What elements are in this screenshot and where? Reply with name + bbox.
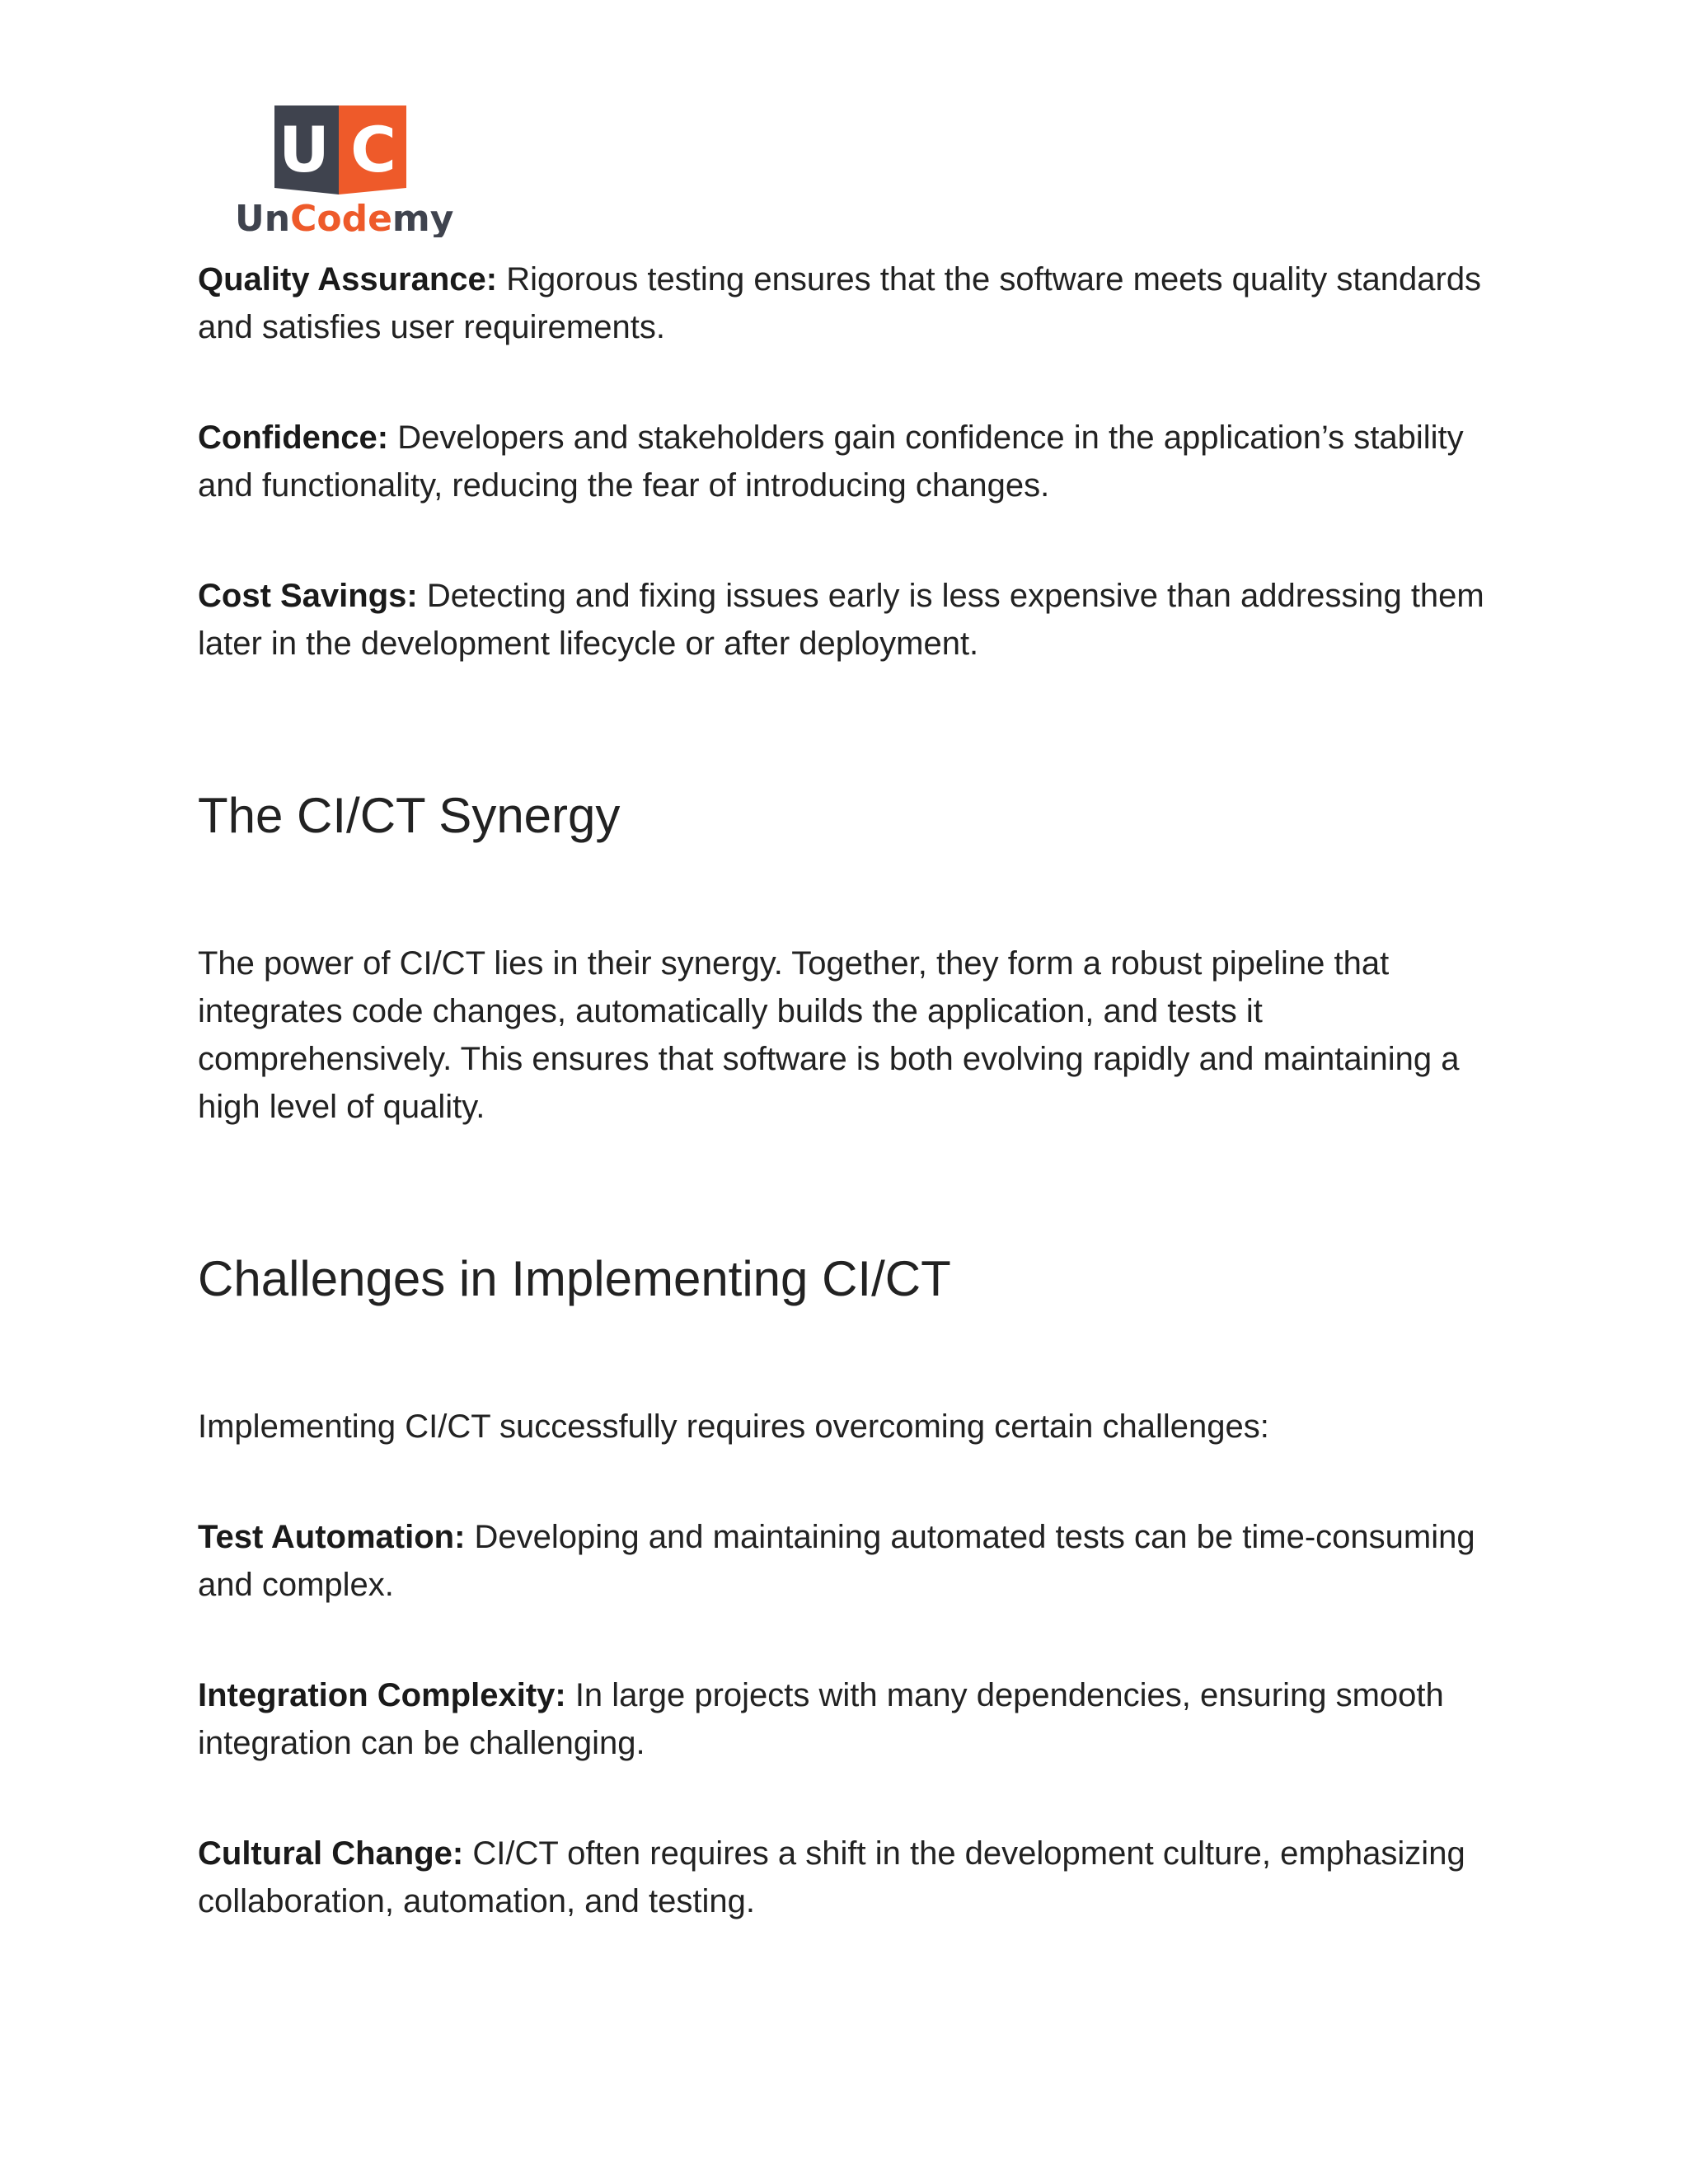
- benefit-text: Developers and stakeholders gain confidence in the application’s stability and functionality, reducing the fear of introducing changes.: [198, 419, 1464, 504]
- section-heading-synergy: The CI/CT Synergy: [198, 788, 621, 843]
- section-heading-challenges: Challenges in Implementing CI/CT: [198, 1251, 951, 1306]
- synergy-paragraph: The power of CI/CT lies in their synergy. Together, they form a robust pipeline that integrates code changes, automatically builds the application, and tests it comprehensively. This ensures that software is both evolving rapidly and maintaining a high level of quality.: [198, 945, 1460, 1125]
- benefit-text: Rigorous testing ensures that the software meets quality standards and satisfies user requirements.: [198, 261, 1482, 345]
- benefit-cost-savings: [198, 572, 1500, 668]
- benefit-term: Quality Assurance:: [198, 261, 498, 298]
- benefit-term: Cost Savings:: [198, 578, 418, 614]
- challenge-cultural-change: [198, 1830, 1500, 1925]
- logo-mark-u: U: [279, 113, 330, 186]
- benefit-quality-assurance: [198, 255, 1500, 351]
- challenge-term: Cultural Change:: [198, 1835, 464, 1872]
- uncodemy-logo: [233, 105, 457, 237]
- challenges-intro: Implementing CI/CT successfully requires overcoming certain challenges:: [198, 1408, 1269, 1445]
- challenge-term: Test Automation:: [198, 1519, 466, 1555]
- challenge-integration-complexity: [198, 1671, 1500, 1767]
- logo-wordmark-code: Code: [290, 198, 392, 237]
- logo-wordmark: [235, 198, 453, 237]
- challenge-text: Developing and maintaining automated tests can be time-consuming and complex.: [198, 1519, 1475, 1603]
- document-body: [198, 255, 1500, 1925]
- benefit-term: Confidence:: [198, 419, 389, 456]
- benefit-text: Detecting and fixing issues early is less expensive than addressing them later in the development lifecycle or after deployment.: [198, 578, 1484, 662]
- logo-mark-c: C: [350, 113, 396, 186]
- benefit-confidence: [198, 414, 1500, 509]
- challenge-text: In large projects with many dependencies, ensuring smooth integration can be challenging.: [198, 1677, 1444, 1761]
- logo-wordmark-my: my: [392, 198, 454, 237]
- uncodemy-logo-graphic: [233, 105, 457, 237]
- challenge-term: Integration Complexity:: [198, 1677, 566, 1713]
- logo-wordmark-un: Un: [235, 198, 291, 237]
- challenge-test-automation: [198, 1513, 1500, 1609]
- challenge-text: CI/CT often requires a shift in the development culture, emphasizing collaboration, automation, and testing.: [198, 1835, 1465, 1919]
